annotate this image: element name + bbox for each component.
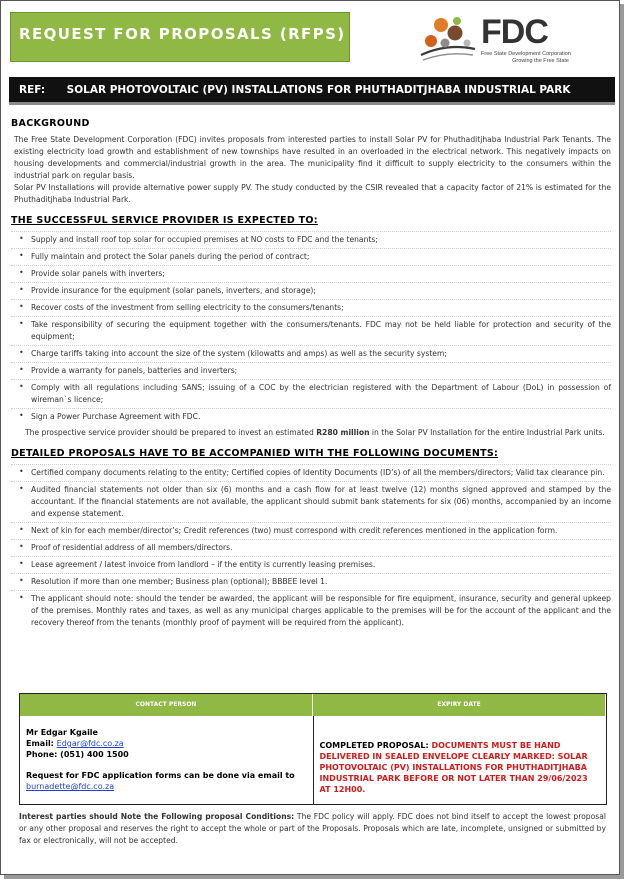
contact-email-link[interactable]: Edgar@fdc.co.za	[56, 739, 124, 748]
list-item: • Provide solar panels with inverters;	[11, 265, 611, 282]
background-paragraph-2: Solar PV Installations will provide alternative power supply PV. The study conducted by the CSIR revealed that a capacity factor of 21% is estimated for the Phuthaditjhaba Industrial Park.	[14, 183, 611, 204]
background-heading: BACKGROUND	[11, 118, 90, 129]
contact-person-cell	[20, 716, 314, 804]
logo-wordmark: FDC	[481, 13, 548, 51]
contact-table-header	[20, 694, 606, 716]
provider-heading: THE SUCCESSFUL SERVICE PROVIDER IS EXPECTED TO:	[11, 215, 318, 226]
contact-email-line	[26, 738, 307, 749]
list-item: • Resolution if more than one member; Business plan (optional); BBBEE level 1.	[11, 573, 611, 590]
list-item: • Fully maintain and protect the Solar panels during the period of contract;	[11, 248, 611, 265]
logo-subtitle	[481, 51, 571, 65]
contact-table-body	[20, 716, 606, 804]
list-item: • Provide insurance for the equipment (solar panels, inverters, and storage);	[11, 282, 611, 299]
proposal-conditions	[19, 811, 606, 847]
investment-note-pre: The prospective service provider should be prepared to invest an estimated	[25, 428, 317, 437]
list-item: • Recover costs of the investment from selling electricity to the consumers/tenants;	[11, 299, 611, 316]
reference-label: REF:	[19, 84, 46, 96]
list-item: • Sign a Power Purchase Agreement with FDC.	[11, 408, 611, 425]
list-item: • Proof of residential address of all members/directors.	[11, 539, 611, 556]
list-item: • Comply with all regulations including SANS; issuing of a COC by the electrician registered with the Department of Labour (DoL) in possession of wireman`s licence;	[11, 379, 611, 408]
list-item: • Supply and install roof top solar for occupied premises at NO costs to FDC and the tenants;	[11, 231, 611, 248]
list-item: • Provide a warranty for panels, batteries and inverters;	[11, 362, 611, 379]
expiry-label: COMPLETED PROPOSAL:	[319, 741, 432, 750]
logo-subtitle-line2: Growing the Free State	[512, 58, 569, 64]
list-item: • Audited financial statements not older than six (6) months and a cash flow for at least twelve (12) months signed approved and stamped by the accountant. If the financial statements are not available, the applicant should submit bank statements for six (06) months, accompanied by an income and expense statement.	[11, 481, 611, 522]
investment-note-post: in the Solar PV Installation for the entire Industrial Park units.	[369, 428, 605, 437]
logo-subtitle-line1: Free State Development Corporation	[481, 51, 571, 57]
fdc-logo-icon	[417, 13, 479, 69]
expiry-date-cell	[314, 716, 607, 804]
list-item: • Certified company documents relating to the entity; Certified copies of Identity Documents (ID’s) of all the members/directors; Valid tax clearance pin.	[11, 464, 611, 481]
investment-amount: R280 million	[316, 428, 370, 437]
expiry-date-header: EXPIRY DATE	[313, 694, 606, 716]
provider-list	[11, 231, 611, 425]
contact-name: Mr Edgar Kgaile	[26, 728, 98, 737]
document-title: REQUEST FOR PROPOSALS (RFPS)	[10, 12, 350, 62]
contact-table	[19, 693, 607, 805]
list-item: • Lease agreement / latest invoice from landlord – if the entity is currently leasing premises.	[11, 556, 611, 573]
list-item: • Charge tariffs taking into account the size of the system (kilowatts and amps) as well as the security system;	[11, 345, 611, 362]
documents-list	[11, 464, 611, 631]
request-forms-email-link[interactable]: burnadette@fdc.co.za	[26, 782, 115, 791]
investment-note	[11, 427, 611, 439]
documents-heading: DETAILED PROPOSALS HAVE TO BE ACCOMPANIED WITH THE FOLLOWING DOCUMENTS:	[11, 448, 499, 459]
contact-email-label: Email:	[26, 739, 57, 748]
document-body	[11, 118, 611, 631]
contact-phone: Phone: (051) 400 1500	[26, 750, 129, 759]
conditions-text: The FDC policy will apply. FDC does not bind itself to accept the lowest proposal or any other proposal and reserves the right to accept the whole or part of the Proposals. Proposals which are late, incomplete, unsigned or submitted by fax or electronically, will not be accepted.	[19, 812, 606, 845]
contact-person-header: CONTACT PERSON	[20, 694, 313, 716]
request-forms-text: Request for FDC application forms can be done via email to	[26, 771, 295, 780]
list-item: • Take responsibility of securing the equipment together with the consumers/tenants. FDC may not be held liable for protection and security of the equipment;	[11, 316, 611, 345]
reference-bar	[9, 77, 615, 105]
conditions-lead: Interest parties should Note the Following proposal Conditions:	[19, 812, 295, 821]
reference-text: SOLAR PHOTOVOLTAIC (PV) INSTALLATIONS FOR PHUTHADITJHABA INDUSTRIAL PARK	[66, 84, 571, 96]
list-item: • The applicant should note: should the tender be awarded, the applicant will be responsible for fire equipment, insurance, security and general upkeep of the premises. Monthly rates and taxes, as well as any municipal charges applicable to the premises will be for the account of the applicant and the recovery thereof from the tenants (monthly proof of payment will be required from the applicant).	[11, 590, 611, 631]
expiry-instructions: DOCUMENTS MUST BE HAND DELIVERED IN SEALED ENVELOPE CLEARLY MARKED: SOLAR PHOTOVOLTAIC (PV) INSTALLATIONS FOR PHUTHADITJHABA INDUSTRIAL PARK BEFORE OR NOT LATER THAN 29/06/2023 AT 12H00.	[319, 741, 588, 794]
list-item: • Next of kin for each member/director’s; Credit references (two) must correspond with credit references mentioned in the application form.	[11, 522, 611, 539]
fdc-logo	[417, 13, 617, 69]
background-paragraph-1: The Free State Development Corporation (FDC) invites proposals from interested parties to install Solar PV for Phuthaditjhaba Industrial Park Tenants. The existing electricity load growth and establishment of new townships have resulted in an overloaded in the electrical network. This negatively impacts on housing developments and commercial/industrial growth in the area. The municipality find it difficult to supply electricity to the consumers within the industrial park on regular basis.	[14, 135, 611, 180]
